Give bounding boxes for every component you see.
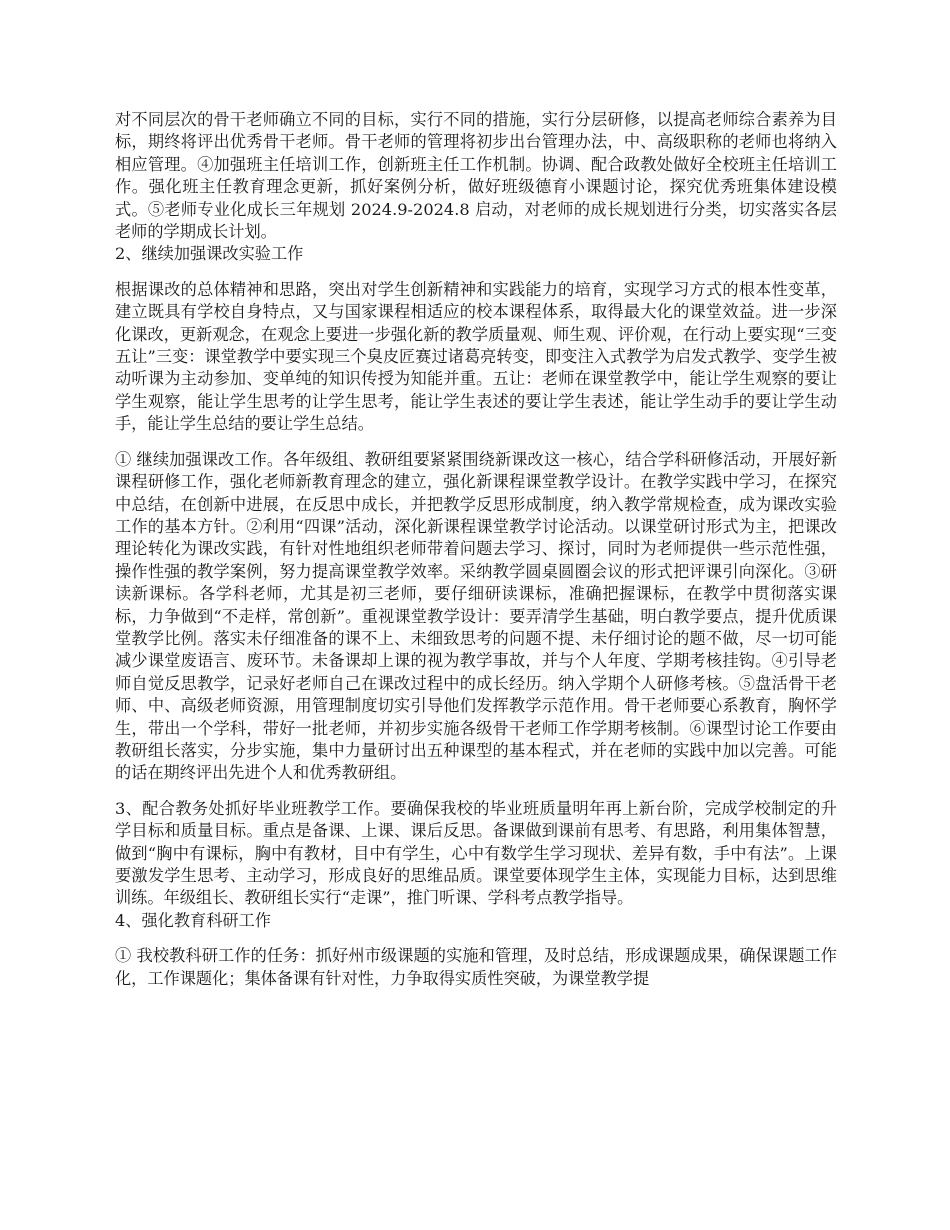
paragraph-reform-measures: ① 继续加强课改工作。各年级组、教研组要紧紧围绕新课改这一核心，结合学科研修活动，开展好新课程研修工作，强化老师新教育理念的建立，强化新课程课堂教学设计。在教学实践中学习，在探究中总结，在创新中进展，在反思中成长，并把教学反思形成制度，纳入教学常规检查，成为课改实验工作的基本方针。②利用“四课”活动，深化新课程课堂教学讨论活动。以课堂研讨形式为主，把课改理论转化为课改实践，有针对性地组织老师带着问题去学习、探讨，同时为老师提供一些示范性强，操作性强的教学案例，努力提高课堂教学效率。采纳教学圆桌圆圈会议的形式把评课引向深化。③研读新课标。各学科老师，尤其是初三老师，要仔细研读课标，准确把握课标，在教学中贯彻落实课标，力争做到“不走样，常创新”。重视课堂教学设计：要弄清学生基础，明白教学要点，提升优质课堂教学比例。落实未仔细准备的课不上、未细致思考的问题不提、未仔细讨论的题不做，尽一切可能减少课堂废语言、废环节。未备课却上课的视为教学事故，并与个人年度、学期考核挂钩。④引导老师自觉反思教学，记录好老师自己在课改过程中的成长经历。纳入学期个人研修考核。⑤盘活骨干老师、中、高级老师资源，用管理制度切实引导他们发挥教学示范作用。骨干老师要心系教育，胸怀学生，带出一个学科，带好一批老师，并初步实施各级骨干老师工作学期考核制。⑥课型讨论工作要由教研组长落实，分步实施，集中力量研讨出五种课型的基本程式，并在老师的实践中加以完善。可能的话在期终评出先进个人和优秀教研组。	[115, 449, 837, 783]
paragraph-reform-spirit: 根据课改的总体精神和思路，突出对学生创新精神和实践能力的培育，实现学习方式的根本性变革，建立既具有学校自身特点，又与国家课程相适应的校本课程体系，取得最大化的课堂效益。进一步深化课改，更新观念，在观念上要进一步强化新的教学质量观、师生观、评价观，在行动上要实现“三变五让”三变：课堂教学中要实现三个臭皮匠赛过诸葛亮转变，即变注入式教学为启发式教学、变学生被动听课为主动参加、变单纯的知识传授为知能并重。五让：老师在课堂教学中，能让学生观察的要让学生观察，能让学生思考的让学生思考，能让学生表述的要让学生表述，能让学生动手的要让学生动手，能让学生总结的要让学生总结。	[115, 279, 837, 434]
paragraph-research-tasks: ① 我校教科研工作的任务：抓好州市级课题的实施和管理，及时总结，形成课题成果，确保课题工作化，工作课题化；集体备课有针对性，力争取得实质性突破，为课堂教学提	[115, 946, 837, 988]
section-heading-curriculum-reform: 2、继续加强课改实验工作	[115, 244, 304, 264]
paragraph-teacher-goals: 对不同层次的骨干老师确立不同的目标，实行不同的措施，实行分层研修，以提高老师综合素养为目标，期终将评出优秀骨干老师。骨干老师的管理将初步出台管理办法，中、高级职称的老师也将纳入相应管理。④加强班主任培训工作，创新班主任工作机制。协调、配合政教处做好全校班主任培训工作。强化班主任教育理念更新，抓好案例分析，做好班级德育小课题讨论，探究优秀班集体建设模式。⑤老师专业化成长三年规划 2024.9-2024.8 启动，对老师的成长规划进行分类，切实落实各层老师的学期成长计划。	[115, 110, 837, 242]
document-page	[115, 109, 837, 990]
paragraph-graduating-class: 3、配合教务处抓好毕业班教学工作。要确保我校的毕业班质量明年再上新台阶，完成学校制定的升学目标和质量目标。重点是备课、上课、课后反思。备课做到课前有思考、有思路，利用集体智慧，做到“胸中有课标，胸中有教材，目中有学生，心中有数学生学习现状、差异有数，手中有法”。上课要激发学生思考、主动学习，形成良好的思维品质。课堂要体现学生主体，实现能力目标，达到思维训练。年级组长、教研组长实行“走课”，推门听课、学科考点教学指导。	[115, 798, 837, 908]
section-heading-research: 4、强化教育科研工作	[115, 910, 271, 930]
